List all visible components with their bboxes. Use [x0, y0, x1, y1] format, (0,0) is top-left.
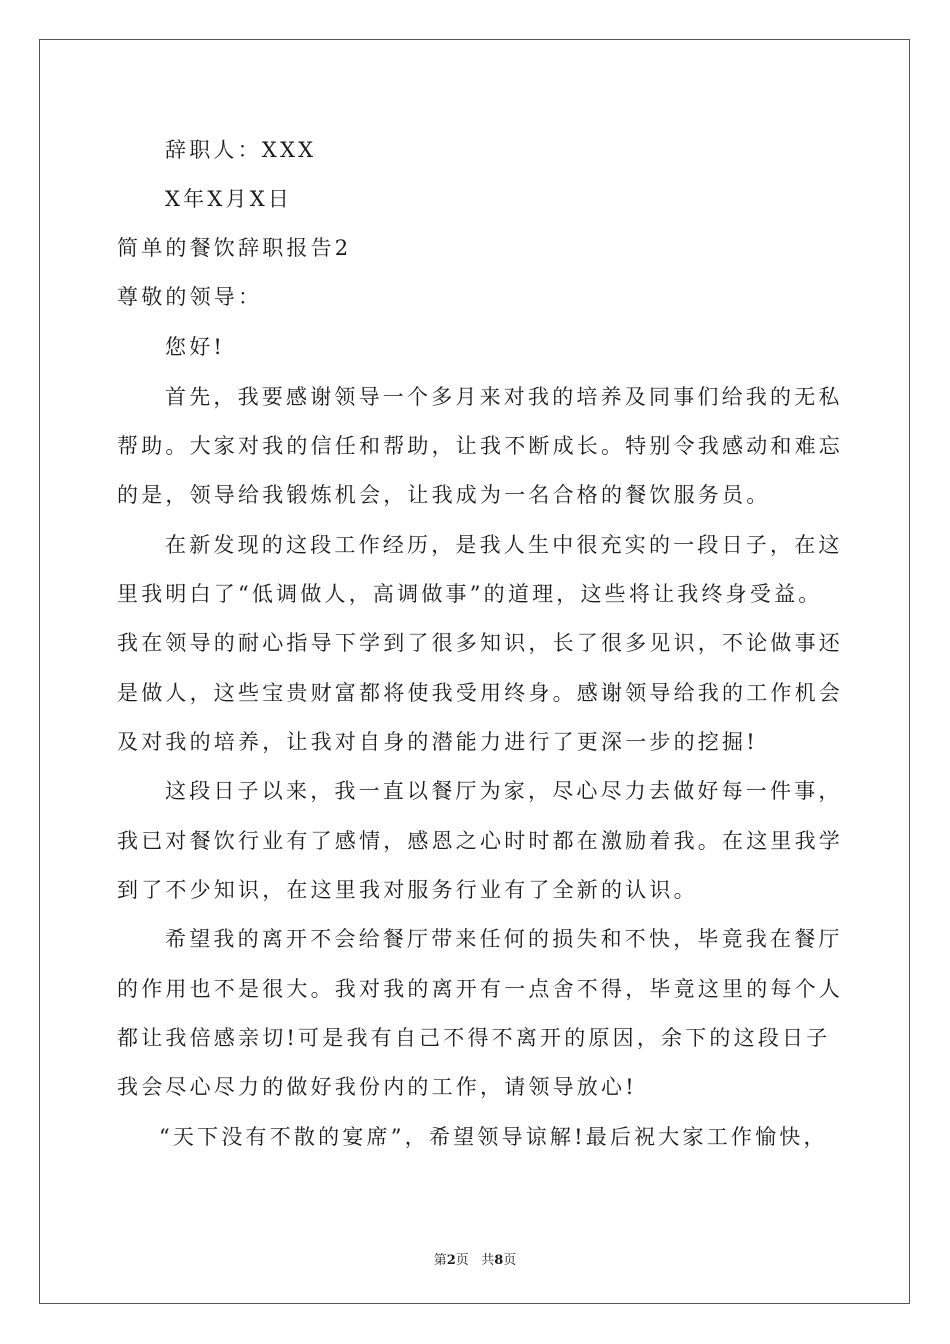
paragraph-line: 我已对餐饮行业有了感情，感恩之心时时都在激励着我。在这里我学	[117, 829, 843, 853]
total-pages: 8	[494, 1253, 504, 1268]
paragraph-line: 到了不少知识，在这里我对服务行业有了全新的认识。	[117, 878, 698, 902]
paragraph-line: 我在领导的耐心指导下学到了很多知识，长了很多见识，不论做事还	[117, 631, 843, 655]
paragraph-line: 是做人，这些宝贵财富都将使我受用终身。感谢领导给我的工作机会	[117, 681, 843, 705]
paragraph-line: 希望我的离开不会给餐厅带来任何的损失和不快，毕竟我在餐厅	[165, 927, 843, 951]
total-suffix: 页	[503, 1253, 517, 1268]
paragraph-line: 首先，我要感谢领导一个多月来对我的培养及同事们给我的无私	[165, 385, 843, 409]
section-title: 简单的餐饮辞职报告2	[117, 236, 352, 260]
date-line: X年X月X日	[165, 187, 293, 211]
page-number: 2	[446, 1253, 456, 1268]
paragraph-line: 在新发现的这段工作经历，是我人生中很充实的一段日子，在这	[165, 533, 843, 557]
paragraph-line: 及对我的培养，让我对自身的潜能力进行了更深一步的挖掘!	[117, 730, 758, 754]
total-prefix: 共	[481, 1253, 495, 1268]
paragraph-line: 的作用也不是很大。我对我的离开有一点舍不得，毕竟这里的每个人	[117, 977, 843, 1001]
page-suffix: 页	[455, 1253, 469, 1268]
paragraph-line: 帮助。大家对我的信任和帮助，让我不断成长。特别令我感动和难忘	[117, 434, 843, 458]
paragraph-line: 都让我倍感亲切!可是我有自己不得不离开的原因，余下的这段日子	[117, 1026, 831, 1050]
paragraph-line: 我会尽心尽力的做好我份内的工作，请领导放心!	[117, 1075, 637, 1099]
page-footer	[0, 1249, 950, 1268]
paragraph-line: 这段日子以来，我一直以餐厅为家，尽心尽力去做好每一件事，	[165, 779, 843, 803]
page-prefix: 第	[433, 1253, 447, 1268]
salutation: 尊敬的领导：	[117, 285, 263, 309]
paragraph-line: 的是，领导给我锻炼机会，让我成为一名合格的餐饮服务员。	[117, 483, 771, 507]
paragraph-line: 里我明白了“低调做人，高调做事”的道理，这些将让我终身受益。	[117, 582, 823, 606]
paragraph-line: “天下没有不散的宴席”，希望领导谅解!最后祝大家工作愉快，	[159, 1125, 828, 1149]
signatory-line: 辞职人：XXX	[165, 138, 317, 162]
page-border	[39, 39, 910, 1304]
greeting: 您好!	[165, 335, 226, 359]
